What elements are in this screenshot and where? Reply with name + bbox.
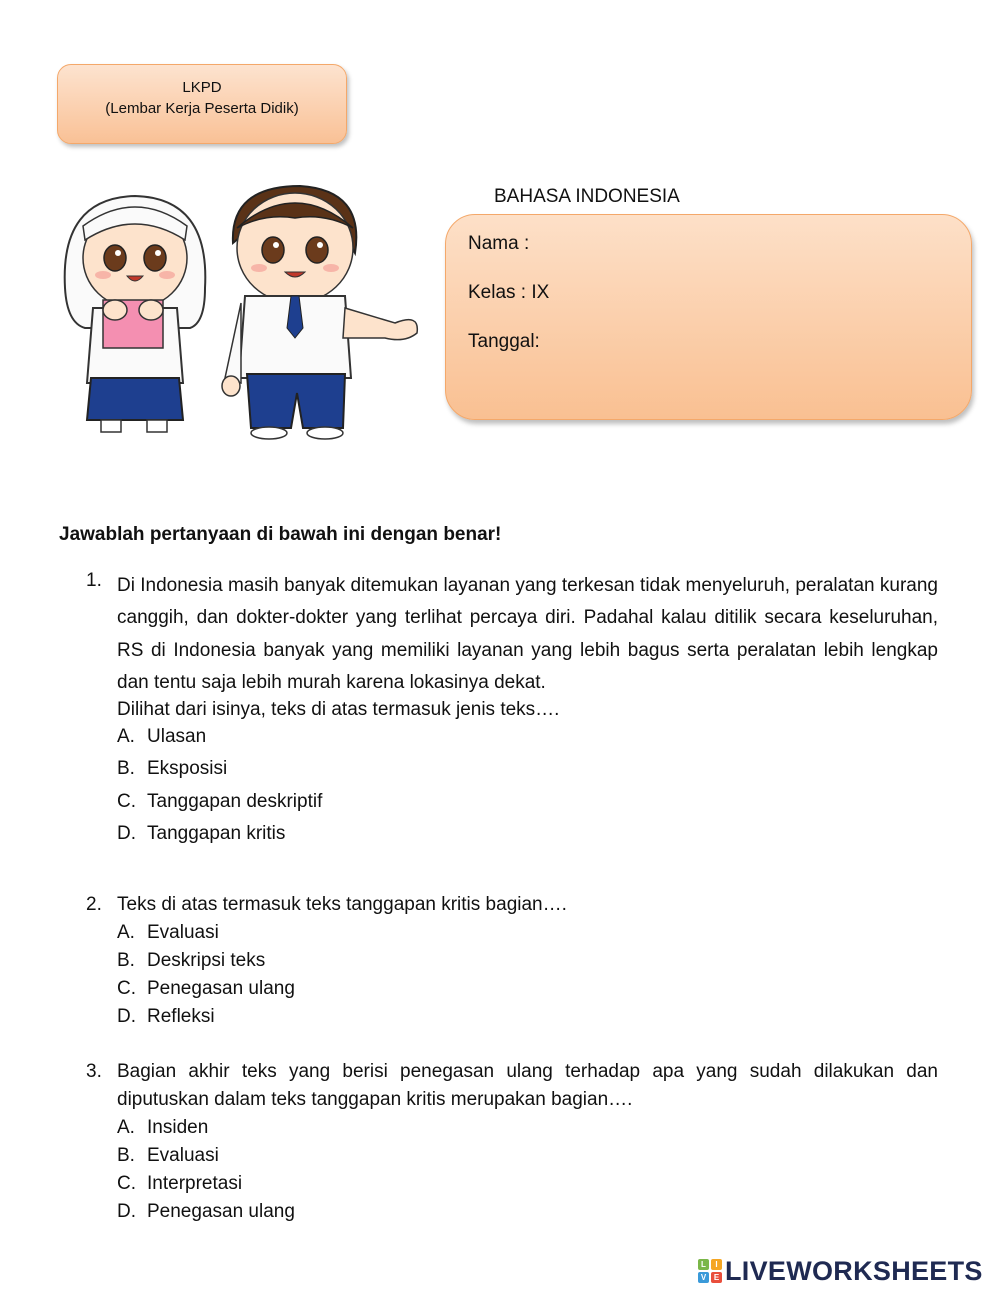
option-d[interactable]: D. Penegasan ulang — [117, 1201, 295, 1222]
option-a[interactable]: A. Ulasan — [117, 726, 207, 748]
date-label: Tanggal: — [468, 331, 540, 352]
option-a[interactable]: A. Evaluasi — [117, 922, 219, 943]
instruction-heading: Jawablah pertanyaan di bawah ini dengan benar! — [59, 524, 502, 545]
question-stem: Bagian akhir teks yang berisi penegasan ulang terhadap apa yang sudah dilakukan dan diputuskan dalam teks tanggapan kritis merupakan bagian…. — [117, 1061, 938, 1110]
question-stem: Di Indonesia masih banyak ditemukan layanan yang terkesan tidak menyeluruh, peralatan kurang canggih, dan dokter-dokter yang terlihat percaya diri. Padahal kalau ditilik secara keseluruhan, RS di Indonesia banyak yang memiliki layanan yang lebih bagus serta peralatan lebih lengkap dan tentu saja lebih murah karena lokasinya dekat. — [117, 575, 938, 693]
boy-student-illustration — [222, 186, 417, 439]
question-1 — [86, 570, 938, 850]
badge-title: LKPD — [182, 79, 222, 96]
liveworksheets-logo-text: LIVEWORKSHEETS — [725, 1255, 983, 1286]
option-d[interactable]: D. Tanggapan kritis — [117, 823, 286, 845]
badge-subtitle: (Lembar Kerja Peserta Didik) — [105, 100, 299, 117]
liveworksheets-logo[interactable] — [698, 1256, 983, 1286]
name-label: Nama : — [468, 233, 530, 254]
option-c[interactable]: C. Penegasan ulang — [117, 978, 295, 999]
option-a[interactable]: A. Insiden — [117, 1117, 209, 1138]
girl-student-illustration — [65, 196, 206, 432]
option-b[interactable]: B. Eksposisi — [117, 758, 228, 780]
question-3 — [86, 1058, 938, 1226]
question-prompt: Dilihat dari isinya, teks di atas termasuk jenis teks…. — [117, 699, 560, 721]
question-number: 3. — [86, 1061, 102, 1082]
student-info-card — [445, 214, 972, 420]
question-number: 2. — [86, 894, 102, 915]
logo-tile-v: V — [698, 1272, 709, 1283]
option-d[interactable]: D. Refleksi — [117, 1006, 215, 1027]
option-b[interactable]: B. Deskripsi teks — [117, 950, 266, 971]
class-label: Kelas : IX — [468, 282, 550, 303]
subject-title: BAHASA INDONESIA — [494, 186, 680, 207]
logo-tile-e: E — [711, 1272, 722, 1283]
option-c[interactable]: C. Interpretasi — [117, 1173, 243, 1194]
logo-tile-i: I — [711, 1259, 722, 1270]
question-number: 1. — [86, 570, 102, 591]
logo-tile-l: L — [698, 1259, 709, 1270]
option-c[interactable]: C. Tanggapan deskriptif — [117, 790, 323, 812]
question-stem: Teks di atas termasuk teks tanggapan kritis bagian…. — [117, 894, 567, 915]
liveworksheets-logo-icon — [698, 1259, 722, 1283]
option-b[interactable]: B. Evaluasi — [117, 1145, 219, 1166]
question-2 — [86, 891, 938, 1031]
students-illustration — [55, 178, 425, 440]
lkpd-badge — [57, 64, 347, 144]
